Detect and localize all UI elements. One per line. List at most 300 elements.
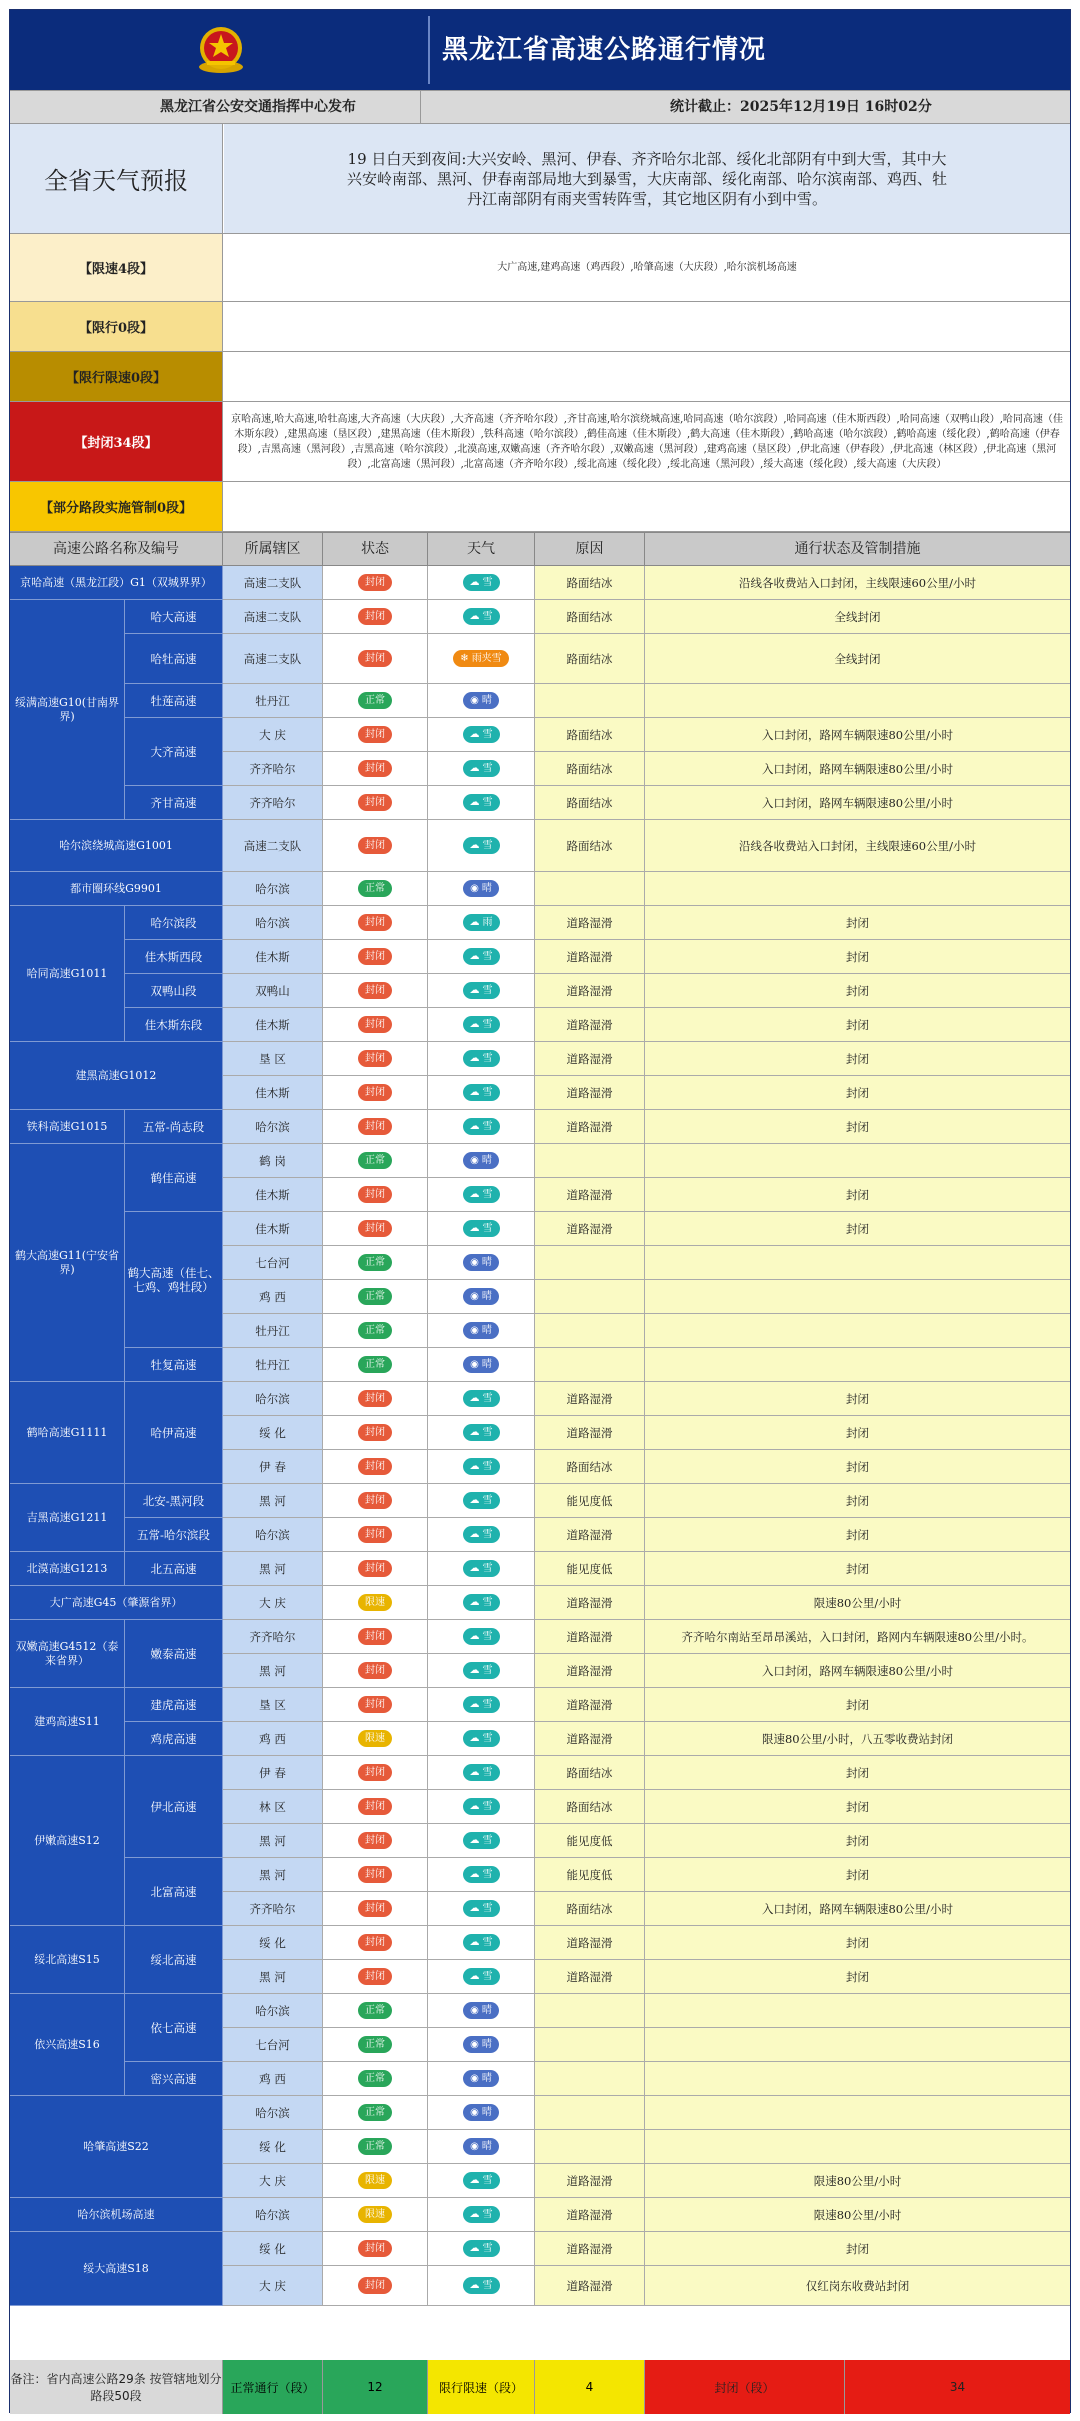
unit-cell: 垦 区	[223, 1688, 323, 1722]
road-name: 双嫩高速G4512（泰来省界）	[10, 1620, 125, 1688]
road-name: 哈肇高速S22	[10, 2096, 223, 2198]
summary-control	[10, 482, 1070, 532]
unit-cell: 鹤 岗	[223, 1144, 323, 1178]
sun-icon: ◉	[470, 2106, 479, 2118]
weather-label: 雪	[482, 1222, 493, 1234]
status-badge: 封闭	[358, 1492, 392, 1509]
road-name: 哈同高速G1011	[10, 906, 125, 1042]
measure-cell: 仅红岗东收费站封闭	[645, 2266, 1070, 2306]
weather-badge	[463, 1050, 500, 1067]
unit-cell: 绥 化	[223, 1926, 323, 1960]
measure-cell: 沿线各收费站入口封闭，主线限速60公里/小时	[645, 820, 1070, 872]
reason-cell	[535, 1994, 645, 2028]
weather-cell	[428, 1246, 535, 1280]
unit-cell: 伊 春	[223, 1756, 323, 1790]
status-cell	[323, 1144, 428, 1178]
status-badge: 正常	[358, 2104, 392, 2121]
status-badge: 正常	[358, 2138, 392, 2155]
summary-restriction-limit	[10, 352, 1070, 402]
weather-badge	[463, 608, 500, 625]
weather-badge	[463, 2002, 499, 2019]
weather-label: 雪	[482, 1528, 493, 1540]
section-name: 嫩泰高速	[125, 1620, 223, 1688]
weather-cell	[428, 1654, 535, 1688]
road-name: 绥满高速G10(甘南界界)	[10, 600, 125, 820]
sun-icon: ◉	[470, 2140, 479, 2152]
reason-cell	[535, 684, 645, 718]
sun-icon: ◉	[470, 2072, 479, 2084]
section-name: 北富高速	[125, 1858, 223, 1926]
weather-label: 雪	[482, 1868, 493, 1880]
road-name: 京哈高速（黑龙江段）G1（双城界界）	[10, 566, 223, 600]
status-badge: 封闭	[358, 1526, 392, 1543]
weather-label: 雪	[482, 1834, 493, 1846]
reason-cell: 道路湿滑	[535, 1518, 645, 1552]
snow-icon: ☁	[469, 2174, 480, 2186]
unit-cell: 哈尔滨	[223, 872, 323, 906]
status-badge: 封闭	[358, 1424, 392, 1441]
unit-cell: 绥 化	[223, 1416, 323, 1450]
sun-icon: ◉	[470, 1358, 479, 1370]
status-cell	[323, 1960, 428, 1994]
weather-badge	[463, 2240, 500, 2257]
footer-note: 备注：省内高速公路29条 按管辖地划分路段50段	[10, 2360, 223, 2414]
snow-icon: ☁	[469, 984, 480, 996]
section-name: 牡复高速	[125, 1348, 223, 1382]
weather-cell	[428, 786, 535, 820]
reason-cell: 路面结冰	[535, 1450, 645, 1484]
weather-cell	[428, 718, 535, 752]
weather-cell	[428, 1382, 535, 1416]
unit-cell: 大 庆	[223, 718, 323, 752]
reason-cell: 能见度低	[535, 1858, 645, 1892]
status-cell	[323, 1416, 428, 1450]
status-badge: 封闭	[358, 837, 392, 854]
weather-cell	[428, 1314, 535, 1348]
reason-cell	[535, 2062, 645, 2096]
weather-label: 晴	[481, 2140, 492, 2152]
weather-cell	[428, 1212, 535, 1246]
status-badge: 封闭	[358, 1832, 392, 1849]
measure-cell	[645, 2062, 1070, 2096]
weather-cell	[428, 906, 535, 940]
reason-cell	[535, 1314, 645, 1348]
summary-label: 【限行限速0段】	[10, 352, 223, 401]
snow-icon: ☁	[469, 2242, 480, 2254]
weather-cell	[428, 1144, 535, 1178]
reason-cell: 路面结冰	[535, 1790, 645, 1824]
status-badge: 封闭	[358, 2240, 392, 2257]
weather-badge	[463, 760, 500, 777]
unit-cell: 大 庆	[223, 2164, 323, 2198]
status-cell	[323, 1586, 428, 1620]
weather-label: 雪	[482, 1630, 493, 1642]
weather-badge	[463, 1730, 500, 1747]
status-cell	[323, 1552, 428, 1586]
summary-text	[224, 352, 1070, 401]
weather-cell	[428, 1586, 535, 1620]
weather-cell	[428, 752, 535, 786]
section-name: 建虎高速	[125, 1688, 223, 1722]
sun-icon: ◉	[470, 882, 479, 894]
weather-badge	[463, 1628, 500, 1645]
weather-label: 雪	[482, 950, 493, 962]
status-badge: 限速	[358, 2172, 392, 2189]
weather-badge	[463, 1934, 500, 1951]
weather-label: 雪	[482, 1766, 493, 1778]
status-cell	[323, 634, 428, 684]
reason-cell: 路面结冰	[535, 566, 645, 600]
weather-cell	[428, 1994, 535, 2028]
road-name: 哈尔滨机场高速	[10, 2198, 223, 2232]
measure-cell: 限速80公里/小时	[645, 2198, 1070, 2232]
weather-label: 晴	[481, 1290, 492, 1302]
sun-icon: ◉	[470, 1256, 479, 1268]
weather-label: 雪	[482, 1664, 493, 1676]
sleet-icon: ❄	[460, 652, 469, 664]
status-cell	[323, 600, 428, 634]
unit-cell: 齐齐哈尔	[223, 786, 323, 820]
weather-badge	[463, 2277, 500, 2294]
snow-icon: ☁	[469, 1222, 480, 1234]
measure-cell: 入口封闭，路网车辆限速80公里/小时	[645, 718, 1070, 752]
weather-cell	[428, 1552, 535, 1586]
measure-cell: 封闭	[645, 1688, 1070, 1722]
status-badge: 封闭	[358, 726, 392, 743]
status-cell	[323, 1824, 428, 1858]
road-name: 依兴高速S16	[10, 1994, 125, 2096]
status-cell	[323, 1008, 428, 1042]
weather-cell	[428, 1688, 535, 1722]
weather-badge	[463, 1594, 500, 1611]
column-header: 所属辖区	[223, 533, 323, 566]
weather-label: 雪	[482, 610, 493, 622]
unit-cell: 哈尔滨	[223, 2198, 323, 2232]
status-badge: 正常	[358, 880, 392, 897]
status-badge: 封闭	[358, 1662, 392, 1679]
snow-icon: ☁	[469, 1494, 480, 1506]
reason-cell	[535, 2028, 645, 2062]
weather-badge	[463, 1322, 499, 1339]
road-name: 哈尔滨绕城高速G1001	[10, 820, 223, 872]
reason-cell: 道路湿滑	[535, 1076, 645, 1110]
measure-cell: 封闭	[645, 1824, 1070, 1858]
weather-cell	[428, 1756, 535, 1790]
weather-cell	[428, 1450, 535, 1484]
measure-cell: 封闭	[645, 1790, 1070, 1824]
weather-cell	[428, 1008, 535, 1042]
rain-icon: ☁	[469, 916, 480, 928]
snow-icon: ☁	[469, 1868, 480, 1880]
sun-icon: ◉	[470, 1154, 479, 1166]
weather-label: 晴	[481, 1358, 492, 1370]
status-cell	[323, 1280, 428, 1314]
weather-badge	[463, 1186, 500, 1203]
reason-cell: 道路湿滑	[535, 906, 645, 940]
reason-cell: 能见度低	[535, 1552, 645, 1586]
summary-label: 【限速4段】	[10, 234, 223, 301]
unit-cell: 黑 河	[223, 1552, 323, 1586]
status-badge: 封闭	[358, 1118, 392, 1135]
unit-cell: 佳木斯	[223, 940, 323, 974]
unit-cell: 垦 区	[223, 1042, 323, 1076]
snow-icon: ☁	[469, 728, 480, 740]
police-emblem-icon	[192, 21, 250, 79]
snow-icon: ☁	[469, 1460, 480, 1472]
summary-label: 【限行0段】	[10, 302, 223, 351]
status-badge: 封闭	[358, 1968, 392, 1985]
weather-cell	[428, 2028, 535, 2062]
status-cell	[323, 1620, 428, 1654]
road-name: 吉黑高速G1211	[10, 1484, 125, 1552]
weather-badge	[463, 1220, 500, 1237]
unit-cell: 鸡 西	[223, 2062, 323, 2096]
reason-cell: 道路湿滑	[535, 2266, 645, 2306]
snow-icon: ☁	[469, 1426, 480, 1438]
weather-badge	[463, 2070, 499, 2087]
weather-badge	[463, 1016, 500, 1033]
summary-label: 【部分路段实施管制0段】	[10, 482, 223, 531]
unit-cell: 双鸭山	[223, 974, 323, 1008]
status-cell	[323, 752, 428, 786]
limit-count: 4	[535, 2360, 645, 2414]
measure-cell: 封闭	[645, 1858, 1070, 1892]
unit-cell: 哈尔滨	[223, 906, 323, 940]
sun-icon: ◉	[470, 2038, 479, 2050]
snow-icon: ☁	[469, 1664, 480, 1676]
weather-label: 雪	[482, 1902, 493, 1914]
status-badge: 封闭	[358, 914, 392, 931]
road-name: 绥北高速S15	[10, 1926, 125, 1994]
status-cell	[323, 1212, 428, 1246]
unit-cell: 齐齐哈尔	[223, 1620, 323, 1654]
road-name: 建黑高速G1012	[10, 1042, 223, 1110]
weather-badge	[463, 1798, 500, 1815]
road-name: 鹤大高速G11(宁安省界)	[10, 1144, 125, 1382]
status-cell	[323, 1110, 428, 1144]
road-name: 建鸡高速S11	[10, 1688, 125, 1756]
unit-cell: 七台河	[223, 2028, 323, 2062]
weather-label: 雪	[482, 2242, 493, 2254]
unit-cell: 高速二支队	[223, 566, 323, 600]
snow-icon: ☁	[469, 1732, 480, 1744]
weather-badge	[463, 1968, 500, 1985]
weather-cell	[428, 1722, 535, 1756]
status-badge: 封闭	[358, 794, 392, 811]
reason-cell: 道路湿滑	[535, 1416, 645, 1450]
status-cell	[323, 1042, 428, 1076]
status-badge: 封闭	[358, 1764, 392, 1781]
unit-cell: 佳木斯	[223, 1178, 323, 1212]
weather-badge	[463, 1356, 499, 1373]
weather-cell	[428, 820, 535, 872]
section-name: 大齐高速	[125, 718, 223, 786]
weather-badge	[463, 1832, 500, 1849]
status-cell	[323, 1994, 428, 2028]
weather-label: 雪	[482, 796, 493, 808]
measure-cell: 封闭	[645, 1416, 1070, 1450]
snow-icon: ☁	[469, 1086, 480, 1098]
unit-cell: 黑 河	[223, 1960, 323, 1994]
status-badge: 封闭	[358, 608, 392, 625]
section-name: 北五高速	[125, 1552, 223, 1586]
reason-cell: 道路湿滑	[535, 1926, 645, 1960]
measure-cell: 封闭	[645, 1212, 1070, 1246]
status-cell	[323, 906, 428, 940]
snow-icon: ☁	[469, 1630, 480, 1642]
weather-cell	[428, 1926, 535, 1960]
weather-badge	[463, 1764, 500, 1781]
status-badge: 封闭	[358, 760, 392, 777]
reason-cell: 道路湿滑	[535, 1960, 645, 1994]
status-cell	[323, 2130, 428, 2164]
measure-cell: 封闭	[645, 1382, 1070, 1416]
status-cell	[323, 786, 428, 820]
status-badge: 封闭	[358, 1390, 392, 1407]
weather-label: 雪	[482, 2208, 493, 2220]
status-badge: 限速	[358, 1730, 392, 1747]
status-badge: 正常	[358, 2070, 392, 2087]
measure-cell: 限速80公里/小时	[645, 1586, 1070, 1620]
measure-cell	[645, 1348, 1070, 1382]
status-cell	[323, 1790, 428, 1824]
summary-closed	[10, 402, 1070, 482]
status-cell	[323, 1858, 428, 1892]
section-name: 哈尔滨段	[125, 906, 223, 940]
column-header: 状态	[323, 533, 428, 566]
weather-label: 雪	[482, 728, 493, 740]
reason-cell: 道路湿滑	[535, 1110, 645, 1144]
measure-cell: 限速80公里/小时	[645, 2164, 1070, 2198]
reason-cell: 路面结冰	[535, 718, 645, 752]
weather-label: 雪	[482, 839, 493, 851]
weather-cell	[428, 2130, 535, 2164]
weather-cell	[428, 1518, 535, 1552]
unit-cell: 佳木斯	[223, 1008, 323, 1042]
closed-label: 封闭（段）	[645, 2360, 845, 2414]
snow-icon: ☁	[469, 1052, 480, 1064]
section-name: 绥北高速	[125, 1926, 223, 1994]
measure-cell: 入口封闭，路网车辆限速80公里/小时	[645, 752, 1070, 786]
road-status-table	[10, 566, 1070, 2360]
reason-cell: 道路湿滑	[535, 1688, 645, 1722]
weather-cell	[428, 600, 535, 634]
road-name: 大广高速G45（肇源省界）	[10, 1586, 223, 1620]
measure-cell: 全线封闭	[645, 600, 1070, 634]
weather-cell	[428, 1484, 535, 1518]
reason-cell: 道路湿滑	[535, 1382, 645, 1416]
section-name: 佳木斯西段	[125, 940, 223, 974]
measure-cell: 沿线各收费站入口封闭，主线限速60公里/小时	[645, 566, 1070, 600]
status-badge: 封闭	[358, 1084, 392, 1101]
weather-cell	[428, 1042, 535, 1076]
measure-cell: 入口封闭，路网车辆限速80公里/小时	[645, 786, 1070, 820]
weather-label: 雪	[482, 1698, 493, 1710]
section-name: 伊北高速	[125, 1756, 223, 1858]
section-name: 双鸭山段	[125, 974, 223, 1008]
reason-cell	[535, 1348, 645, 1382]
weather-label: 雪	[482, 762, 493, 774]
weather-cell	[428, 2164, 535, 2198]
reason-cell: 路面结冰	[535, 752, 645, 786]
summary-text	[224, 302, 1070, 351]
status-badge: 正常	[358, 1254, 392, 1271]
weather-cell	[428, 634, 535, 684]
weather-cell	[428, 1416, 535, 1450]
weather-cell	[428, 566, 535, 600]
measure-cell: 封闭	[645, 1926, 1070, 1960]
weather-label: 全省天气预报	[10, 124, 223, 233]
weather-cell	[428, 1110, 535, 1144]
reason-cell: 道路湿滑	[535, 2164, 645, 2198]
publisher-bar	[10, 90, 1070, 124]
status-cell	[323, 1314, 428, 1348]
weather-badge	[463, 914, 500, 931]
snow-icon: ☁	[469, 1392, 480, 1404]
snow-icon: ☁	[469, 1528, 480, 1540]
status-badge: 限速	[358, 1594, 392, 1611]
weather-forecast	[10, 124, 1070, 234]
unit-cell: 牡丹江	[223, 1348, 323, 1382]
weather-cell	[428, 872, 535, 906]
weather-label: 雪	[482, 1086, 493, 1098]
measure-cell: 封闭	[645, 1450, 1070, 1484]
status-cell	[323, 2096, 428, 2130]
weather-badge	[463, 1526, 500, 1543]
section-name: 佳木斯东段	[125, 1008, 223, 1042]
weather-label: 雪	[482, 1188, 493, 1200]
weather-label: 雪	[482, 576, 493, 588]
reason-cell: 路面结冰	[535, 600, 645, 634]
status-badge: 封闭	[358, 574, 392, 591]
weather-cell	[428, 2096, 535, 2130]
weather-badge	[463, 1866, 500, 1883]
weather-badge	[463, 1424, 500, 1441]
reason-cell: 道路湿滑	[535, 1620, 645, 1654]
measure-cell	[645, 1246, 1070, 1280]
section-name: 哈牡高速	[125, 634, 223, 684]
measure-cell	[645, 2096, 1070, 2130]
measure-cell: 封闭	[645, 1110, 1070, 1144]
status-badge: 限速	[358, 2206, 392, 2223]
weather-label: 晴	[481, 2106, 492, 2118]
section-name: 依七高速	[125, 1994, 223, 2062]
unit-cell: 牡丹江	[223, 1314, 323, 1348]
weather-cell	[428, 2266, 535, 2306]
section-name: 齐甘高速	[125, 786, 223, 820]
weather-cell	[428, 1960, 535, 1994]
status-cell	[323, 2028, 428, 2062]
weather-label: 雪	[482, 1018, 493, 1030]
column-header: 高速公路名称及编号	[10, 533, 223, 566]
weather-badge	[463, 982, 500, 999]
weather-label: 晴	[481, 1154, 492, 1166]
unit-cell: 七台河	[223, 1246, 323, 1280]
snow-icon: ☁	[469, 950, 480, 962]
summary-label: 【封闭34段】	[10, 402, 223, 481]
status-badge: 封闭	[358, 1866, 392, 1883]
unit-cell: 佳木斯	[223, 1212, 323, 1246]
status-badge: 封闭	[358, 1934, 392, 1951]
unit-cell: 绥 化	[223, 2130, 323, 2164]
weather-label: 雪	[482, 1732, 493, 1744]
weather-badge	[463, 1084, 500, 1101]
reason-cell: 道路湿滑	[535, 940, 645, 974]
measure-cell	[645, 1314, 1070, 1348]
section-name: 鸡虎高速	[125, 1722, 223, 1756]
weather-label: 晴	[481, 882, 492, 894]
status-cell	[323, 1518, 428, 1552]
